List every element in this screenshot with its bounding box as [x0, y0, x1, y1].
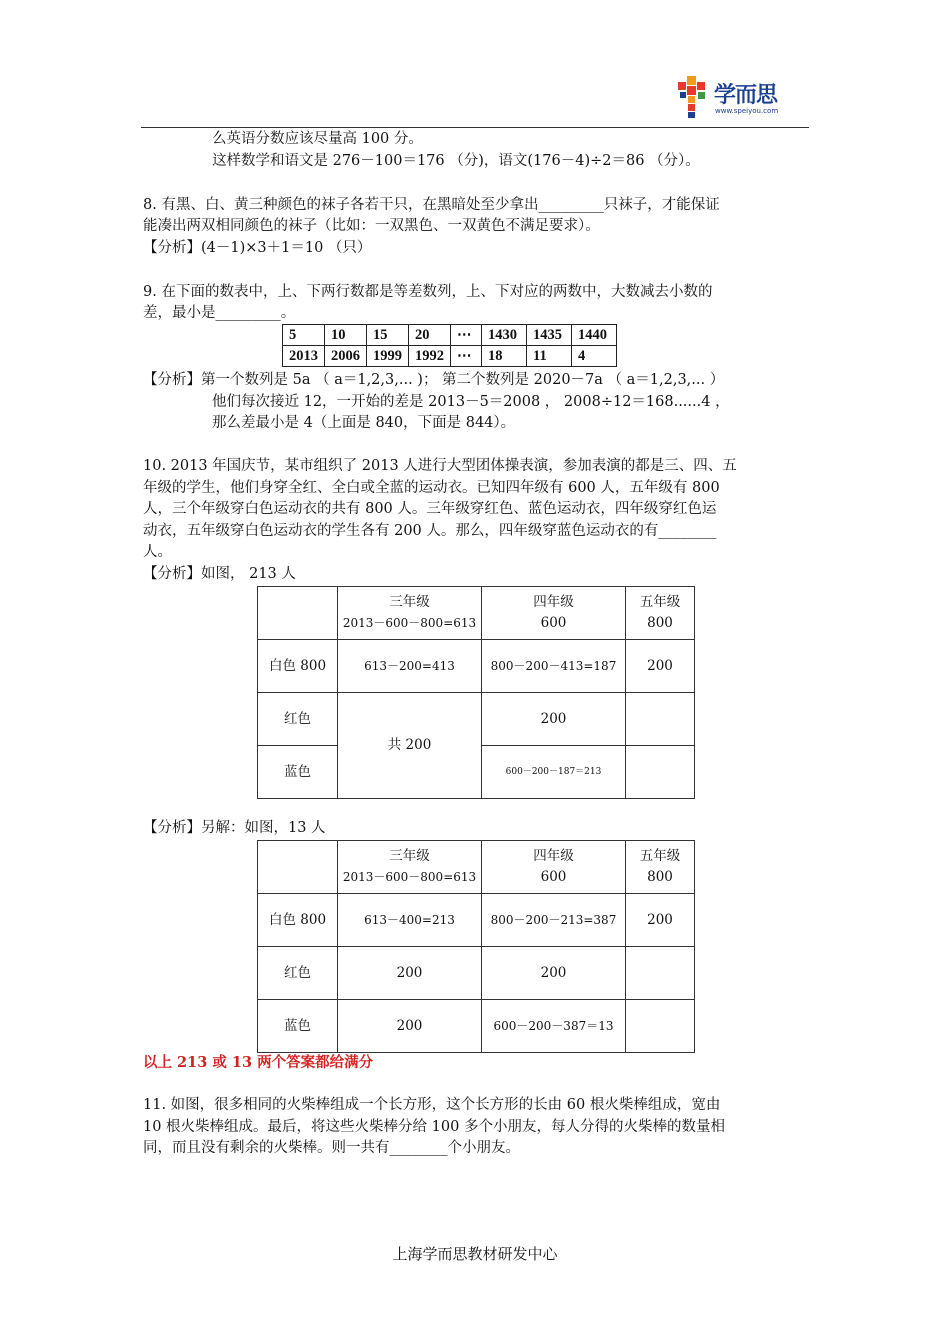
q10-analysis-2: 【分析】另解：如图，13 人: [143, 820, 326, 836]
q9-line-1: 9. 在下面的数表中，上、下两行数都是等差数列，上、下对应的两数中，大数减去小数的: [143, 284, 713, 300]
table-cell: 18: [482, 346, 527, 367]
q8-line-2: 能凑出两双相同颜色的袜子（比如：一双黑色、一双黄色不满足要求）。: [143, 218, 600, 234]
q10-analysis-1: 【分析】如图， 213 人: [143, 566, 296, 582]
table-cell: 200: [338, 1000, 482, 1053]
table-cell: 200: [338, 947, 482, 1000]
table-cell: 1430: [482, 325, 527, 346]
table-cell: 800－200－413=187: [482, 640, 626, 693]
table-cell: 1999: [367, 346, 409, 367]
table-cell: 红色: [258, 947, 338, 1000]
q8-line-1: 8. 有黑、白、黄三种颜色的袜子各若干只，在黑暗处至少拿出_________只袜子，才能保证: [143, 197, 720, 213]
table-cell: 5: [283, 325, 325, 346]
header-rule: [141, 127, 809, 128]
table-cell: [258, 587, 338, 640]
table-row: [258, 640, 695, 693]
logo-url: www.speiyou.com: [715, 107, 779, 115]
table-cell: 15: [367, 325, 409, 346]
table-cell: 1440: [572, 325, 617, 346]
prev-line-1: 么英语分数应该尽量高 100 分。: [212, 131, 423, 147]
q9-analysis-3: 那么差最小是 4（上面是 840，下面是 844）。: [212, 415, 516, 431]
table-cell: 蓝色: [258, 746, 338, 799]
q11-line-3: 同，而且没有剩余的火柴棒。则一共有________个小朋友。: [143, 1140, 520, 1156]
table-cell: 三年级 2013－600－800=613: [338, 587, 482, 640]
q11-line-1: 11. 如图，很多相同的火柴棒组成一个长方形，这个长方形的长由 60 根火柴棒组成，宽由: [143, 1097, 721, 1113]
table-cell: ⋯: [451, 325, 482, 346]
table-row: [258, 587, 695, 640]
table-cell: 蓝色: [258, 1000, 338, 1053]
table-cell: 613－400=213: [338, 894, 482, 947]
q10-line-1: 10. 2013 年国庆节，某市组织了 2013 人进行大型团体操表演，参加表演的都是三、四、五: [143, 458, 737, 474]
table-row: [283, 325, 617, 346]
table-row: [258, 947, 695, 1000]
table-row: [258, 693, 695, 746]
q10-line-2: 年级的学生，他们身穿全红、全白或全蓝的运动衣。已知四年级有 600 人，五年级有 800: [143, 480, 720, 496]
table-cell: 600－200－187＝213: [482, 746, 626, 799]
table-cell: 200: [482, 947, 626, 1000]
table-cell: 613－200=413: [338, 640, 482, 693]
table-cell: 1435: [527, 325, 572, 346]
table-cell: 2006: [325, 346, 367, 367]
q9-analysis-2: 他们每次接近 12，一开始的差是 2013－5＝2008 ， 2008÷12＝168......4 ，: [212, 394, 730, 410]
q9-analysis-1: 【分析】第一个数列是 5a （ a＝1,2,3,... )； 第二个数列是 2020－7a （ a＝1,2,3,... ）: [143, 372, 725, 388]
table-cell: 200: [482, 693, 626, 746]
table-cell: 200: [626, 894, 695, 947]
q8-analysis: 【分析】(4－1)×3＋1＝10 （只）: [143, 240, 372, 256]
table-cell: [626, 947, 695, 1000]
table-cell: 11: [527, 346, 572, 367]
q10-line-4: 动衣，五年级穿白色运动衣的学生各有 200 人。那么，四年级穿蓝色运动衣的有________: [143, 523, 717, 539]
table-row: [258, 1000, 695, 1053]
table-cell: 10: [325, 325, 367, 346]
table-cell: 四年级 600: [482, 587, 626, 640]
prev-line-2: 这样数学和语文是 276－100＝176 （分)，语文(176－4)÷2＝86 （分）。: [212, 153, 700, 169]
table-cell: 1992: [409, 346, 451, 367]
page-footer: 上海学而思教材研发中心: [392, 1245, 558, 1263]
table-cell: ⋯: [451, 346, 482, 367]
table-cell: 五年级 800: [626, 841, 695, 894]
table-cell: [626, 693, 695, 746]
table-cell: 红色: [258, 693, 338, 746]
table-cell: 五年级 800: [626, 587, 695, 640]
q10-table-1: [257, 586, 695, 799]
table-row: [283, 346, 617, 367]
table-row: [258, 841, 695, 894]
table-cell: 20: [409, 325, 451, 346]
table-cell-merged: 共 200: [338, 693, 482, 799]
table-cell: 白色 800: [258, 640, 338, 693]
q11-line-2: 10 根火柴棒组成。最后，将这些火柴棒分给 100 多个小朋友，每人分得的火柴棒的数量相: [143, 1119, 725, 1135]
table-cell: 4: [572, 346, 617, 367]
table-cell: [626, 746, 695, 799]
table-cell: [258, 841, 338, 894]
q9-line-2: 差，最小是_________。: [143, 305, 296, 321]
table-cell: 200: [626, 640, 695, 693]
table-cell: 四年级 600: [482, 841, 626, 894]
q10-scoring-note: 以上 213 或 13 两个答案都给满分: [143, 1054, 374, 1071]
table-cell: 白色 800: [258, 894, 338, 947]
table-cell: 2013: [283, 346, 325, 367]
q9-sequence-table: [282, 324, 617, 367]
table-cell: 三年级 2013－600－800=613: [338, 841, 482, 894]
q10-line-3: 人，三个年级穿白色运动衣的共有 800 人。三年级穿红色、蓝色运动衣，四年级穿红色运: [143, 501, 717, 517]
table-cell: [626, 1000, 695, 1053]
q10-line-5: 人。: [143, 544, 172, 560]
table-cell: 600－200－387＝13: [482, 1000, 626, 1053]
table-cell: 800－200－213=387: [482, 894, 626, 947]
table-row: [258, 894, 695, 947]
logo-name: 学而思: [714, 83, 778, 108]
brand-logo: [678, 76, 796, 120]
q10-table-2: [257, 840, 695, 1053]
